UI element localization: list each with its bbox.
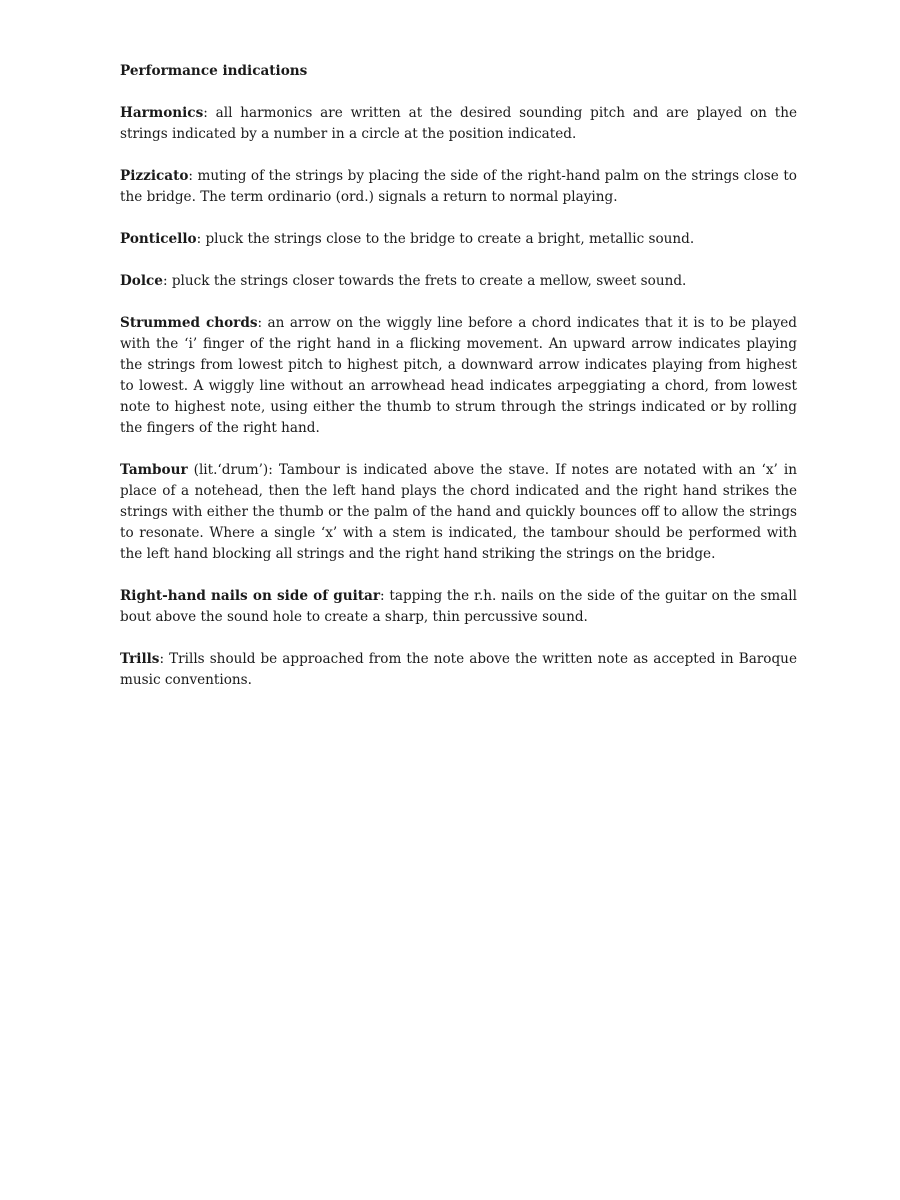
paragraph-ponticello <box>120 229 797 250</box>
term-tambour: Tambour <box>120 462 188 478</box>
definition-strummed-chords: : an arrow on the wiggly line before a chord indicates that it is to be played with the ‘i’ finger of the right hand in a flicking movement. An upward arrow indicates playing the strings from lowest pitch to highest pitch, a downward arrow indicates playing from highest to lowest. A wiggly line without an arrowhead head indicates arpeggiating a chord, from lowest note to highest note, using either the thumb to strum through the strings indicated or by rolling the fingers of the right hand. <box>120 315 798 436</box>
paragraph-strummed-chords <box>120 313 797 439</box>
definition-pizzicato: : muting of the strings by placing the side of the right-hand palm on the strings close to the bridge. The term ordinario (ord.) signals a return to normal playing. <box>120 168 797 205</box>
definition-tambour: (lit.‘drum’): Tambour is indicated above the stave. If notes are notated with an ‘x’ in place of a notehead, then the left hand plays the chord indicated and the right hand strikes the strings with either the thumb or the palm of the hand and quickly bounces off to allow the strings to resonate. Where a single ‘x’ with a stem is indicated, the tambour should be performed with the left hand blocking all strings and the right hand striking the strings on the bridge. <box>120 462 797 562</box>
paragraph-harmonics <box>120 103 797 145</box>
term-pizzicato: Pizzicato <box>120 168 189 184</box>
paragraph-pizzicato <box>120 166 797 208</box>
definition-ponticello: : pluck the strings close to the bridge to create a bright, metallic sound. <box>196 231 695 247</box>
document-page <box>120 61 797 712</box>
definition-right-hand-nails: : tapping the r.h. nails on the side of the guitar on the small bout above the sound hole to create a sharp, thin percussive sound. <box>120 588 798 625</box>
term-trills: Trills <box>120 651 160 667</box>
definition-trills: : Trills should be approached from the note above the written note as accepted in Baroque music conventions. <box>120 651 797 688</box>
definition-harmonics: : all harmonics are written at the desired sounding pitch and are played on the strings indicated by a number in a circle at the position indicated. <box>120 105 797 142</box>
term-harmonics: Harmonics <box>120 105 204 121</box>
page-title: Performance indications <box>120 63 308 79</box>
paragraph-tambour <box>120 460 797 565</box>
term-right-hand-nails: Right-hand nails on side of guitar <box>120 588 381 604</box>
paragraph-trills <box>120 649 797 691</box>
term-strummed-chords: Strummed chords <box>120 315 258 331</box>
definition-dolce: : pluck the strings closer towards the frets to create a mellow, sweet sound. <box>162 273 687 289</box>
paragraph-dolce <box>120 271 797 292</box>
term-dolce: Dolce <box>120 273 163 289</box>
paragraph-right-hand-nails <box>120 586 797 628</box>
term-ponticello: Ponticello <box>120 231 197 247</box>
